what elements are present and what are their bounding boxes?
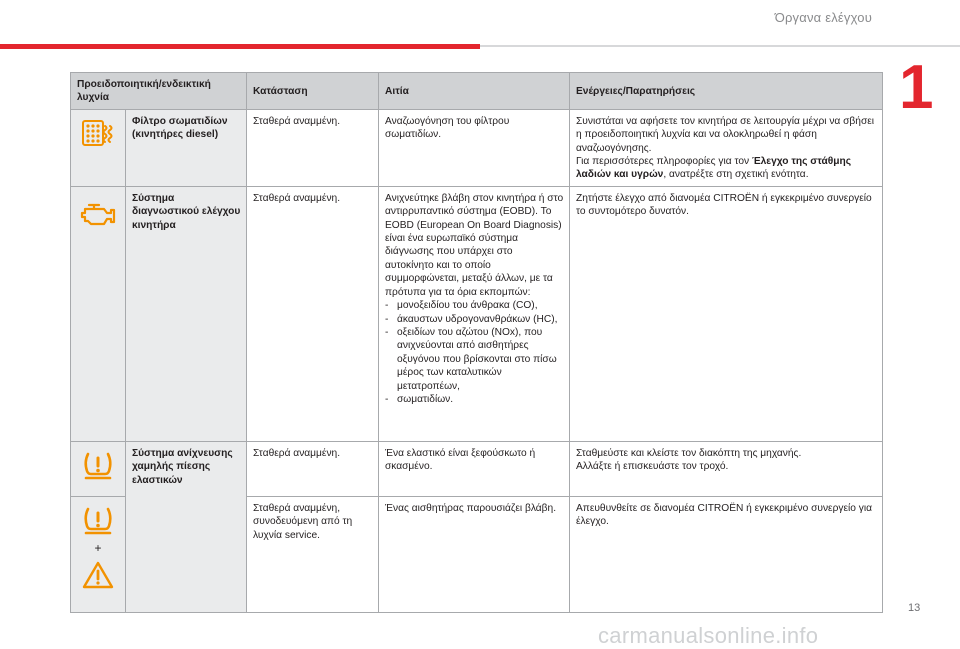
- icon-cell: [71, 496, 126, 612]
- list-item: - μονοξειδίου του άνθρακα (CO),: [385, 299, 564, 312]
- list-item: - άκαυστων υδρογονανθράκων (HC),: [385, 313, 564, 326]
- table-row: [71, 109, 883, 186]
- header-grey-line: [480, 45, 960, 47]
- list-item: - οξειδίων του αζώτου (NOx), που ανιχνεύονται από αισθητήρες οξυγόνου που βρίσκονται στο πίσω μέρος των καταλυτικών μετατροπέων,: [385, 326, 564, 393]
- actions-cell: Ζητήστε έλεγχο από διανομέα CITROËN ή εγκεκριμένο συνεργείο το συντομότερο δυνατόν.: [570, 186, 883, 441]
- column-header-actions: Ενέργειες/Παρατηρήσεις: [570, 73, 883, 110]
- icon-cell: [71, 109, 126, 186]
- state-cell: Σταθερά αναμμένη.: [247, 109, 379, 186]
- actions-text: Συνιστάται να αφήσετε τον κινητήρα σε λειτουργία μέχρι να σβήσει η προειδοποιητική λυχνία και να ολοκληρωθεί η φάση αναζωογόνησης.: [576, 115, 875, 154]
- cause-cell: [379, 186, 570, 441]
- actions-text-reference: [576, 155, 877, 182]
- tyre-pressure-icon: [81, 506, 115, 536]
- list-item: - σωματιδίων.: [385, 393, 564, 406]
- state-cell: Σταθερά αναμμένη.: [247, 441, 379, 496]
- column-header-cause: Αιτία: [379, 73, 570, 110]
- state-cell: Σταθερά αναμμένη, συνοδευόμενη από τη λυχνία service.: [247, 496, 379, 612]
- particle-filter-icon: [81, 120, 115, 146]
- actions-line: Σταθμεύστε και κλείστε τον διακόπτη της μηχανής.: [576, 447, 802, 459]
- section-title: Όργανα ελέγχου: [774, 10, 872, 25]
- page-number: 13: [908, 602, 921, 614]
- cause-cell: Αναζωογόνηση του φίλτρου σωματιδίων.: [379, 109, 570, 186]
- cause-cell: Ένα ελαστικό είναι ξεφούσκωτο ή σκασμένο.: [379, 441, 570, 496]
- column-header-lamp: Προειδοποιητική/ενδεικτική λυχνία: [71, 73, 247, 110]
- plus-sign: +: [94, 540, 102, 555]
- chapter-number: 1: [899, 53, 934, 122]
- icon-cell: [71, 186, 126, 441]
- lamp-name-engine-diagnosis: Σύστημα διαγνωστικού ελέγχου κινητήρα: [126, 186, 247, 441]
- watermark: carmanualsonline.info: [598, 623, 819, 648]
- actions-line: Αλλάξτε ή επισκευάστε τον τροχό.: [576, 461, 729, 473]
- actions-reference-intro: Για περισσότερες πληροφορίες για τον: [576, 156, 752, 168]
- warning-triangle-icon: [81, 560, 115, 590]
- actions-reference-bold: Έλεγχο της στάθμης λαδιών και υγρών: [576, 156, 851, 181]
- table-row: [71, 441, 883, 496]
- cause-cell: Ένας αισθητήρας παρουσιάζει βλάβη.: [379, 496, 570, 612]
- lamp-name-tyre-pressure: Σύστημα ανίχνευσης χαμηλής πίεσης ελαστικών: [126, 441, 247, 612]
- actions-cell: [570, 441, 883, 496]
- state-cell: Σταθερά αναμμένη.: [247, 186, 379, 441]
- engine-icon: [80, 201, 116, 227]
- header-red-bar: [0, 44, 480, 49]
- cause-intro: Ανιχνεύτηκε βλάβη στον κινητήρα ή στο αντιρρυπαντικό σύστημα (EOBD). Το EOBD (European On Board Diagnosis) είναι ένα ευρωπαϊκό σύστημα διάγνωσης που υπάρχει στο αυτοκίνητο και το οποίο συμμορφώνεται, μεταξύ άλλων, με τα πρότυπα για τα όρια εκπομπών:: [385, 192, 564, 298]
- warning-lamps-table: [70, 72, 883, 613]
- actions-cell: [570, 109, 883, 186]
- table-header-row: [71, 73, 883, 110]
- icon-cell: [71, 441, 126, 496]
- table-row: [71, 186, 883, 441]
- actions-reference-outro: , ανατρέξτε στη σχετική ενότητα.: [663, 169, 809, 181]
- emissions-list: [385, 299, 564, 406]
- tyre-pressure-icon: [81, 451, 115, 481]
- lamp-name-particle-filter: Φίλτρο σωματιδίων (κινητήρες diesel): [126, 109, 247, 186]
- column-header-state: Κατάσταση: [247, 73, 379, 110]
- actions-cell: Απευθυνθείτε σε διανομέα CITROËN ή εγκεκριμένο συνεργείο για έλεγχο.: [570, 496, 883, 612]
